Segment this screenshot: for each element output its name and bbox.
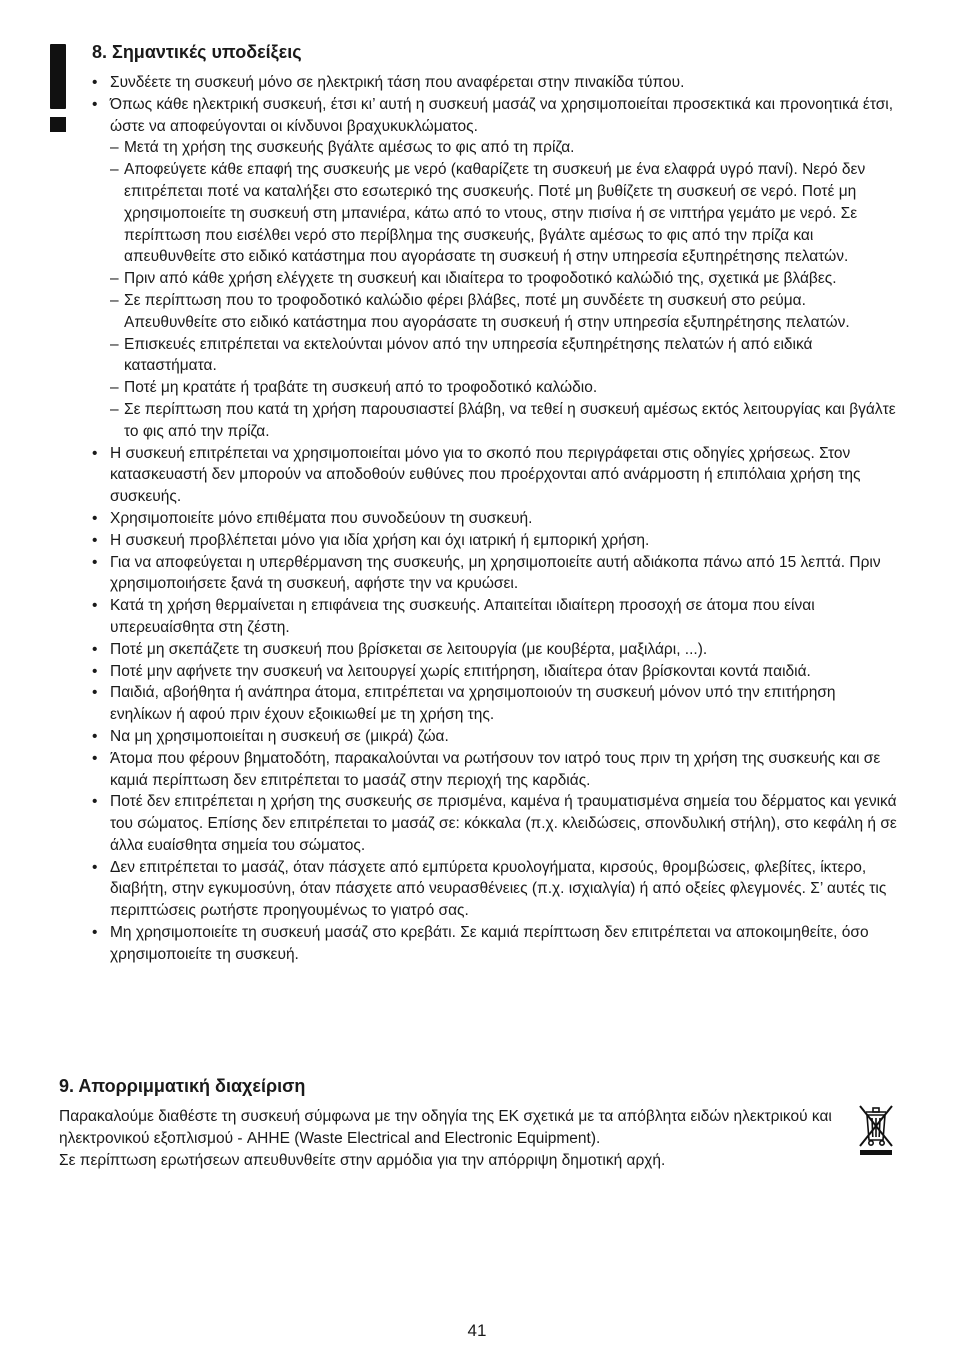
item-text: Πριν από κάθε χρήση ελέγχετε τη συσκευή και ιδιαίτερα το τροφοδοτικό καλώδιό της, σχετικά με βλάβες.: [124, 270, 837, 288]
section-8-title: 8. Σημαντικές υποδείξεις: [92, 42, 302, 62]
list-item: [92, 682, 900, 726]
bullet-marker: •: [92, 509, 98, 527]
list-item: [92, 530, 900, 552]
exclamation-icon: [46, 44, 70, 132]
item-text: Παιδιά, αβοήθητα ή ανάπηρα άτομα, επιτρέπεται να χρησιμοποιούν τη συσκευή μόνον υπό την επιτήρηση ενηλίκων ή αφού πριν έχουν εξοικιωθεί με τη χρήση της.: [110, 684, 836, 724]
item-text: Ποτέ δεν επιτρέπεται η χρήση της συσκευής σε πρισμένα, καμένα ή τραυματισμένα σημεία του δέρματος και γενικά του σώματος. Επίσης δεν επιτρέπεται το μασάζ σε: κόκκαλα (π.χ. κλειδώσεις, σπονδυλική στήλη), στο κεφάλη ή σε άλλα ευαίσθητα σημεία του σώματος.: [110, 793, 897, 854]
item-text: Να μη χρησιμοποιείται η συσκευή σε (μικρά) ζώα.: [110, 727, 449, 745]
item-text: Επισκευές επιτρέπεται να εκτελούνται μόνον από την υπηρεσία εξυπηρέτησης πελατών ή από ειδικά καταστήματα.: [124, 335, 813, 375]
item-text: Μη χρησιμοποιείτε τη συσκευή μασάζ στο κρεβάτι. Σε καμιά περίπτωση δεν επιτρέπεται να αποκοιμηθείτε, όσο χρησιμοποιείτε τη συσκευή.: [110, 924, 869, 963]
list-item: [92, 72, 900, 94]
item-text: Άτομα που φέρουν βηματοδότη, παρακαλούνται να ρωτήσουν τον ιατρό τους πριν τη χρήση της συσκευής και σε καμιά περίπτωση δεν επιτρέπεται το μασάζ στην περιοχή της καρδιάς.: [110, 749, 881, 789]
dash-marker: –: [110, 335, 119, 353]
bullet-marker: •: [92, 727, 98, 745]
bullet-marker: •: [92, 749, 98, 767]
disposal-contact-line: Σε περίπτωση ερωτήσεων απευθυνθείτε στην αρμόδια για την απόρριψη δημοτική αρχή.: [59, 1151, 666, 1169]
bullet-marker: •: [92, 924, 98, 942]
list-item: [92, 552, 900, 596]
dash-marker: –: [110, 379, 119, 397]
dash-item: [92, 377, 900, 399]
dash-item: [92, 290, 900, 334]
bullet-marker: •: [92, 858, 98, 876]
dash-item: [92, 159, 900, 268]
item-text: Όπως κάθε ηλεκτρική συσκευή, έτσι κι’ αυτή η συσκευή μασάζ να χρησιμοποιείται προσεκτικά και προνοητικά έτσι, ώστε να αποφεύγονται οι κίνδυνοι βραχυκυκλώματος.: [110, 95, 894, 135]
bullet-marker: •: [92, 95, 98, 113]
list-item: [92, 639, 900, 661]
item-text: Κατά τη χρήση θερμαίνεται η επιφάνεια της συσκευής. Απαιτείται ιδιαίτερη προσοχή σε άτομα που είναι υπερευαίσθητα στη ζέστη.: [110, 597, 815, 636]
page-number: 41: [467, 1321, 487, 1340]
item-text: Δεν επιτρέπεται το μασάζ, όταν πάσχετε από εμπύρετα κρυολογήματα, κιρσούς, θρομβώσεις, φλεβίτες, ίκτερο, διαβήτη, στην εγκυμοσύνη, όταν πάσχετε από νευρασθένειες (π.χ. ισχιαλγία) ή από οξείες φλεγμονές. Σ’ αυτές τις περιπτώσεις ρωτήστε προηγουμένως το γιατρό σας.: [110, 858, 887, 920]
section-9-text: [59, 1106, 849, 1171]
dash-marker: –: [110, 139, 119, 157]
item-text: Η συσκευή προβλέπεται μόνο για ιδία χρήση και όχι ιατρική ή εμπορική χρήση.: [110, 531, 650, 549]
item-text: Η συσκευή επιτρέπεται να χρησιμοποιείται μόνο για το σκοπό που περιγράφεται στις οδηγίες χρήσεως. Στον κατασκευαστή δεν μπορούν να αποδοθούν ευθύνες που προέρχονται από ανάρμοστη ή επιπόλαια χρήση της συσκευής.: [110, 444, 861, 506]
list-item: [92, 94, 900, 138]
item-text: Συνδέετε τη συσκευή μόνο σε ηλεκτρική τάση που αναφέρεται στην πινακίδα τύπου.: [110, 74, 685, 91]
list-item: [92, 922, 900, 966]
list-item: [92, 857, 900, 922]
list-item: [92, 508, 900, 530]
bullet-marker: •: [92, 74, 98, 91]
disposal-paragraph: Παρακαλούμε διαθέστε τη συσκευή σύμφωνα με την οδηγία της ΕΚ σχετικά με τα απόβλητα ειδών ηλεκτρικού και ηλεκτρονικού εξοπλισμού - AHHE (Waste Electrical and Electronic Equipment).: [59, 1108, 832, 1147]
list-item: [92, 443, 900, 508]
bullet-marker: •: [92, 597, 98, 615]
item-text: Σε περίπτωση που το τροφοδοτικό καλώδιο φέρει βλάβες, ποτέ μη συνδέετε τη συσκευή στο ρεύμα. Απευθυνθείτε στο ειδικό κατάστημα που αγοράσατε τη συσκευή ή στην υπηρεσία εξυπηρέτησης πελατών.: [124, 291, 850, 331]
bullet-marker: •: [92, 684, 98, 702]
bullet-marker: •: [92, 662, 98, 680]
section-9-title: 9. Απορριμματική διαχείριση: [59, 1076, 306, 1096]
item-text: Αποφεύγετε κάθε επαφή της συσκευής με νερό (καθαρίζετε τη συσκευή με ένα ελαφρά υγρό πανί). Νερό δεν επιτρέπεται ποτέ να καταλήξει στο εσωτερικό της συσκευής. Ποτέ μη βυθίζετε τη συσκευή σε νερό. Ποτέ μη χρησιμοποιείτε τη συσκευή στη μπανιέρα, κάτω από το ντους, στην πισίνα ή σε νιπτήρα γεμάτο με νερό. Σε περίπτωση που εισέλθει νερό στο περίβλημα της συσκευής, βγάλτε αμέσως το φις από την πρίζα και απευθυνθείτε στο ειδικό κατάστημα που αγοράσατε τη συσκευή ή στην υπηρεσία εξυπηρέτησης πελατών.: [124, 161, 866, 266]
dash-item: [92, 334, 900, 378]
item-text: Σε περίπτωση που κατά τη χρήση παρουσιαστεί βλάβη, να τεθεί η συσκευή αμέσως εκτός λειτουργίας και βγάλτε το φις από την πρίζα.: [124, 400, 896, 440]
bullet-marker: •: [92, 553, 98, 571]
item-text: Ποτέ μη κρατάτε ή τραβάτε τη συσκευή από το τροφοδοτικό καλώδιο.: [124, 379, 598, 397]
crossed-bin-icon: [856, 1104, 896, 1156]
dash-item: [92, 399, 900, 443]
section-8-list: [92, 72, 900, 966]
item-text: Για να αποφεύγεται η υπερθέρμανση της συσκευής, μη χρησιμοποιείτε αυτή αδιάκοπα πάνω από 15 λεπτά. Πριν χρησιμοποιήσετε ξανά τη συσκευή, αφήστε την να κρυώσει.: [110, 553, 881, 593]
list-item: [92, 661, 900, 683]
dash-item: [92, 137, 900, 159]
dash-marker: –: [110, 270, 119, 288]
list-item: [92, 595, 900, 639]
list-item: [92, 748, 900, 792]
item-text: Χρησιμοποιείτε μόνο επιθέματα που συνοδεύουν τη συσκευή.: [110, 509, 533, 527]
item-text: Ποτέ μη σκεπάζετε τη συσκευή που βρίσκεται σε λειτουργία (με κουβέρτα, μαξιλάρι, ...).: [110, 640, 708, 658]
bullet-marker: •: [92, 640, 98, 658]
dash-marker: –: [110, 400, 119, 418]
dash-marker: –: [110, 291, 119, 309]
list-item: [92, 791, 900, 856]
dash-item: [92, 268, 900, 290]
dash-marker: –: [110, 161, 119, 179]
item-text: Ποτέ μην αφήνετε την συσκευή να λειτουργεί χωρίς επιτήρηση, ιδιαίτερα όταν βρίσκονται κοντά παιδιά.: [110, 662, 811, 680]
bullet-marker: •: [92, 444, 98, 462]
bullet-marker: •: [92, 531, 98, 549]
item-text: Μετά τη χρήση της συσκευής βγάλτε αμέσως το φις από τη πρίζα.: [124, 139, 575, 157]
bullet-marker: •: [92, 793, 98, 811]
list-item: [92, 726, 900, 748]
